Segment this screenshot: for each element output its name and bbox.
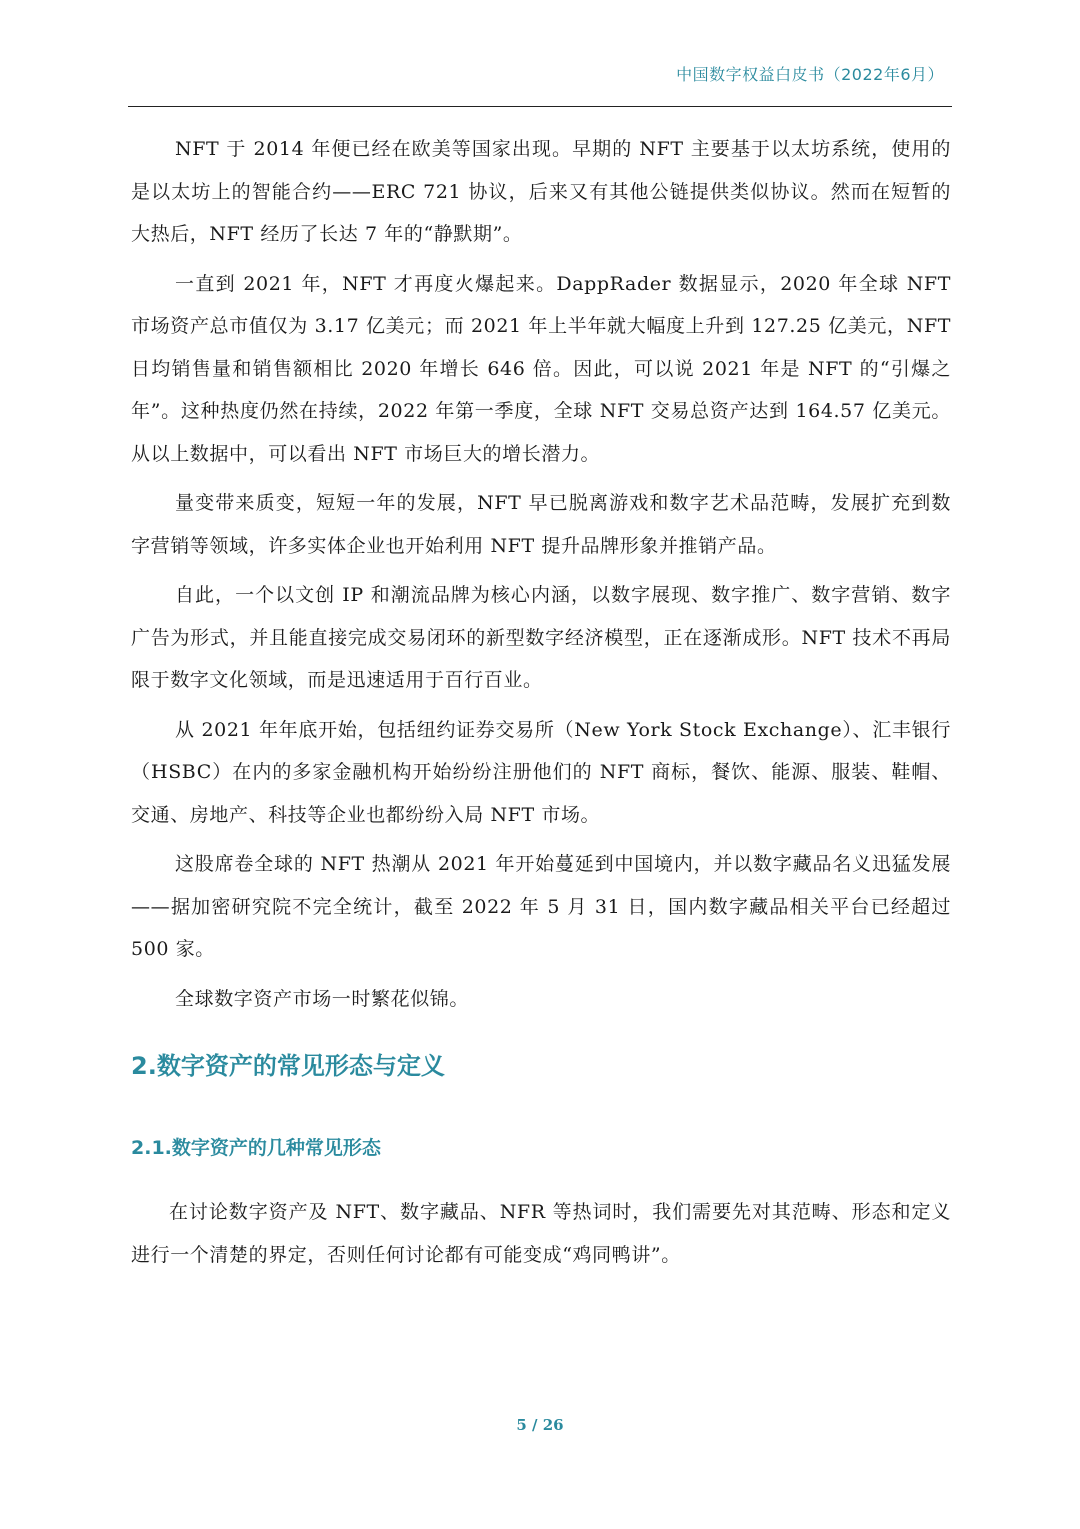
paragraph-nft-expansion: 量变带来质变，短短一年的发展，NFT 早已脱离游戏和数字艺术品范畴，发展扩充到数字营销等领域，许多实体企业也开始利用 NFT 提升品牌形象并推销产品。 <box>131 492 951 557</box>
page-number: 5 / 26 <box>516 1416 564 1434</box>
document-header-title: 中国数字权益白皮书（2022年6月） <box>676 65 944 84</box>
paragraph-china-nft: 这股席卷全球的 NFT 热潮从 2021 年开始蔓延到中国境内，并以数字藏品名义迅猛发展——据加密研究院不完全统计，截至 2022 年 5 月 31 日，国内数字藏品相关平台已经超过 500 家。 <box>131 853 951 960</box>
paragraph-financial-institutions: 从 2021 年年底开始，包括纽约证券交易所（New York Stock Exchange）、汇丰银行（HSBC）在内的多家金融机构开始纷纷注册他们的 NFT 商标，餐饮、能源、服装、鞋帽、交通、房地产、科技等企业也都纷纷入局 NFT 市场。 <box>131 718 951 826</box>
paragraph-new-economy-model: 自此，一个以文创 IP 和潮流品牌为核心内涵，以数字展现、数字推广、数字营销、数字广告为形式，并且能直接完成交易闭环的新型数字经济模型，正在逐渐成形。NFT 技术不再局限于数字文化领域，而是迅速适用于百行百业。 <box>131 584 951 691</box>
section-body-text <box>131 1191 951 1283</box>
paragraph-definition-intro: 在讨论数字资产及 NFT、数字藏品、NFR 等热词时，我们需要先对其范畴、形态和定义进行一个清楚的界定，否则任何讨论都有可能变成“鸡同鸭讲”。 <box>131 1201 951 1266</box>
subsection-heading: 2.1.数字资产的几种常见形态 <box>131 1137 381 1159</box>
header-divider <box>128 106 952 107</box>
paragraph-nft-origin: NFT 于 2014 年便已经在欧美等国家出现。早期的 NFT 主要基于以太坊系统，使用的是以太坊上的智能合约——ERC 721 协议，后来又有其他公链提供类似协议。然而在短暂的大热后，NFT 经历了长达 7 年的“静默期”。 <box>131 138 951 245</box>
body-text <box>131 128 951 1027</box>
section-heading: 2.数字资产的常见形态与定义 <box>131 1052 445 1080</box>
paragraph-market-boom: 全球数字资产市场一时繁花似锦。 <box>175 987 470 1010</box>
paragraph-nft-2021-boom: 一直到 2021 年，NFT 才再度火爆起来。DappRader 数据显示，2020 年全球 NFT 市场资产总市值仅为 3.17 亿美元；而 2021 年上半年就大幅度上升到 127.25 亿美元，NFT 日均销售量和销售额相比 2020 年增长 646 倍。因此，可以说 2021 年是 NFT 的“引爆之年”。这种热度仍然在持续，2022 年第一季度，全球 NFT 交易总资产达到 164.57 亿美元。从以上数据中，可以看出 NFT 市场巨大的增长潜力。 <box>131 272 951 465</box>
